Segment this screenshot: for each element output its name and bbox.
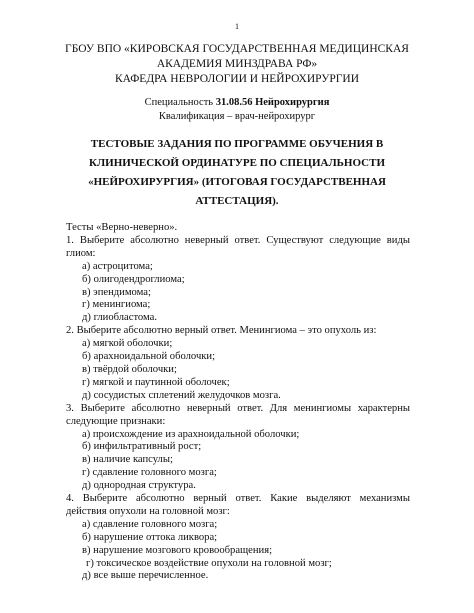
question-text: 1. Выберите абсолютно неверный ответ. Существуют следующие виды глиом:: [66, 234, 410, 259]
question-3: [66, 403, 410, 493]
answer-option: в) нарушение мозгового кровообращения;: [82, 544, 273, 556]
institution-header: [40, 42, 434, 87]
question-text: 2. Выберите абсолютно верный ответ. Менингиома – это опухоль из:: [66, 325, 377, 337]
question-2: [66, 325, 410, 402]
answer-option: г) сдавление головного мозга;: [82, 467, 217, 479]
specialty-label: Специальность: [144, 97, 214, 108]
answer-option: г) токсическое воздействие опухоли на головной мозг;: [86, 557, 332, 569]
answer-option: г) менингиома;: [82, 299, 151, 311]
question-text: 3. Выберите абсолютно неверный ответ. Для менингиомы характерны следующие признаки:: [66, 402, 410, 427]
answer-option: а) астроцитома;: [82, 260, 153, 272]
title-line: АТТЕСТАЦИЯ).: [195, 195, 279, 207]
question-text: 4. Выберите абсолютно верный ответ. Какие выделяют механизмы действия опухоли на головной мозг:: [66, 493, 410, 517]
answer-option: а) происхождение из арахноидальной оболочки;: [82, 428, 300, 440]
answer-option: в) твёрдой оболочки;: [82, 363, 177, 375]
header-line: АКАДЕМИЯ МИНЗДРАВА РФ»: [156, 58, 318, 70]
document-title: [50, 135, 424, 211]
answer-option: б) олигодендроглиома;: [82, 273, 185, 285]
answer-option: а) сдавление головного мозга;: [82, 518, 218, 530]
page-number: 1: [235, 22, 239, 31]
answer-option: д) сосудистых сплетений желудочков мозга.: [82, 389, 281, 401]
questions-body: [66, 222, 410, 583]
title-line: КЛИНИЧЕСКОЙ ОРДИНАТУРЕ ПО СПЕЦИАЛЬНОСТИ: [88, 157, 386, 169]
title-line: «НЕЙРОХИРУРГИЯ» (ИТОГОВАЯ ГОСУДАРСТВЕННАЯ: [88, 176, 386, 188]
specialty-line: [40, 96, 434, 110]
answer-option: д) все выше перечисленное.: [82, 570, 209, 582]
answer-option: б) нарушение оттока ликвора;: [82, 531, 218, 543]
answer-option: д) глиобластома.: [82, 312, 158, 324]
answer-option: г) мягкой и паутинной оболочек;: [82, 376, 230, 388]
qualification-line: Квалификация – врач-нейрохирург: [158, 111, 316, 122]
title-line: ТЕСТОВЫЕ ЗАДАНИЯ ПО ПРОГРАММЕ ОБУЧЕНИЯ В: [90, 138, 384, 150]
answer-option: а) мягкой оболочки;: [82, 338, 173, 350]
answer-option: в) эпендимома;: [82, 286, 151, 298]
header-line: ГБОУ ВПО «КИРОВСКАЯ ГОСУДАРСТВЕННАЯ МЕДИЦИНСКАЯ: [65, 43, 409, 55]
department-line: КАФЕДРА НЕВРОЛОГИИ И НЕЙРОХИРУРГИИ: [114, 73, 360, 85]
answer-option: в) наличие капсулы;: [82, 454, 173, 466]
intro-text: Тесты «Верно-неверно».: [66, 222, 178, 233]
answer-option: б) инфильтративный рост;: [82, 441, 202, 453]
answer-option: д) однородная структура.: [82, 480, 196, 492]
answer-option: б) арахноидальной оболочки;: [82, 351, 216, 363]
question-4: [66, 493, 410, 583]
specialty-block: [40, 96, 434, 124]
question-1: [66, 235, 410, 325]
specialty-value: 31.08.56 Нейрохирургия: [215, 97, 330, 108]
